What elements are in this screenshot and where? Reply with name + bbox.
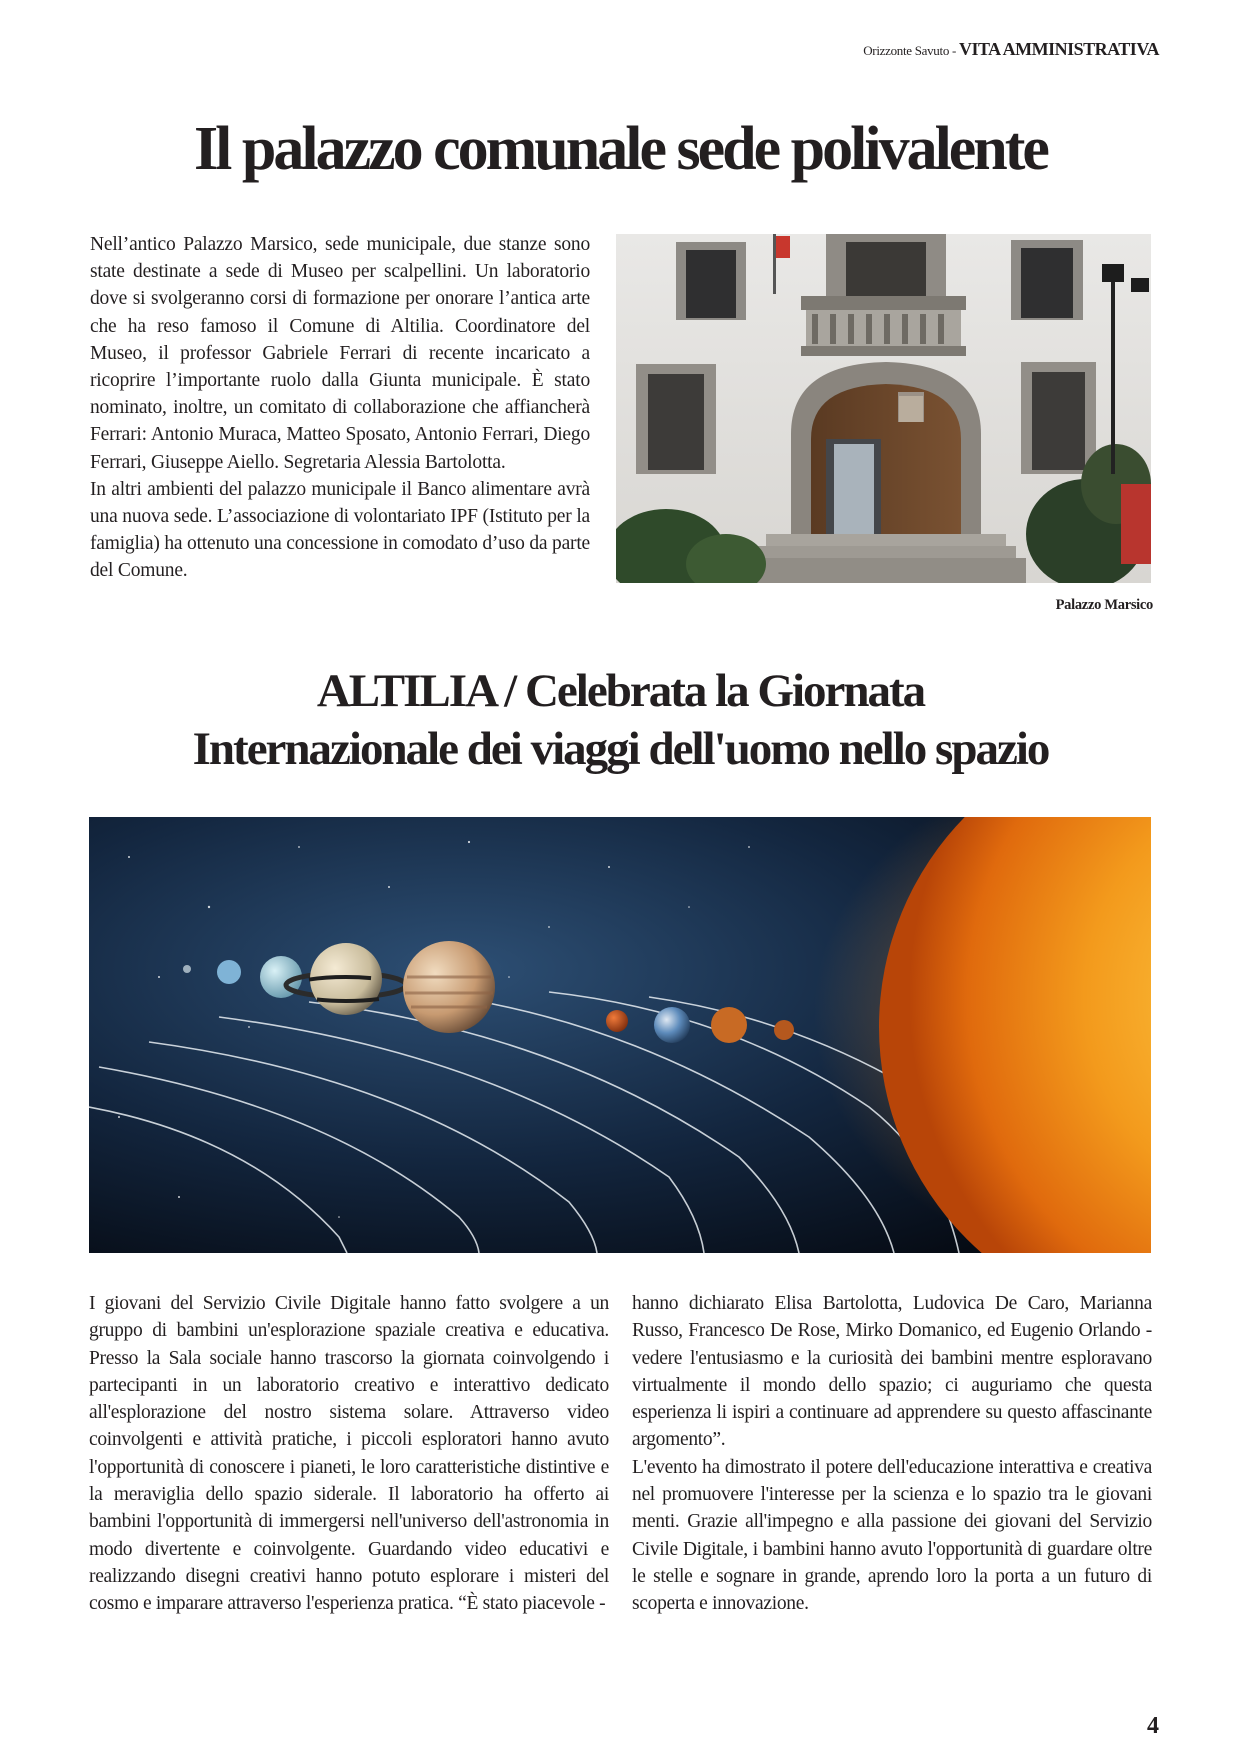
page-number: 4 xyxy=(1147,1713,1159,1739)
running-head xyxy=(863,39,1159,60)
article2-column-left xyxy=(89,1290,609,1618)
photo-caption: Palazzo Marsico xyxy=(1055,597,1153,613)
article2-title-line: Internazionale dei viaggi dell'uomo nello spazio xyxy=(192,723,1049,775)
article2-paragraph: hanno dichiarato Elisa Bartolotta, Ludovica De Caro, Marianna Russo, Francesco De Rose, Mirko Domanico, ed Eugenio Orlando - vedere l'entusiasmo e la curiosità dei bambini mentre esploravano virtualmente il mondo dello spazio; ci auguriamo che questa esperienza li ispiri a continuare ad apprendere su questo affascinante argomento”. xyxy=(632,1293,1152,1451)
article1-paragraph: Nell’antico Palazzo Marsico, sede municipale, due stanze sono state destinate a sede di Museo per scalpellini. Un laboratorio dove si svolgeranno corsi di formazione per onorare l’antica arte che ha reso famoso il Comune di Altilia. Coordinatore del Museo, il professor Gabriele Ferrari di recente incaricato a ricoprire l’importante ruolo dalla Giunta municipale. È stato nominato, inoltre, un comitato di collaborazione che affiancherà Ferrari: Antonio Muraca, Matteo Sposato, Antonio Ferrari, Diego Ferrari, Giuseppe Aiello. Segretaria Alessia Bartolotta. xyxy=(90,234,590,473)
article2-title-line: ALTILIA / Celebrata la Giornata xyxy=(316,665,925,717)
article1-paragraph: In altri ambienti del palazzo municipale il Banco alimentare avrà una nuova sede. L’associazione di volontariato IPF (Istituto per la famiglia) ha ottenuto una concessione in comodato d’uso da parte del Comune. xyxy=(90,478,590,582)
solar-system-illustration xyxy=(89,817,1151,1253)
article2-title xyxy=(0,662,1241,778)
article2-paragraph: I giovani del Servizio Civile Digitale hanno fatto svolgere a un gruppo di bambini un'esplorazione spaziale creativa e educativa. Presso la Sala sociale hanno trascorso la giornata coinvolgendo i partecipanti in un laboratorio creativo e interattivo dedicato all'esplorazione del nostro sistema solare. Attraverso video coinvolgenti e attività pratiche, i piccoli esploratori hanno avuto l'opportunità di conoscere i pianeti, le loro caratteristiche distintive e la meraviglia dello spazio siderale. Il laboratorio ha offerto ai bambini l'opportunità di immergersi nell'universo dell'astronomia in modo divertente e coinvolgente. Guardando video educativi e realizzando disegni creativi hanno potuto esplorare i misteri del cosmo e imparare attraverso l'esperienza pratica. “È stato piacevole - xyxy=(89,1293,609,1615)
article1-body xyxy=(90,231,590,585)
section-name: VITA AMMINISTRATIVA xyxy=(958,39,1159,59)
article2-column-right xyxy=(632,1290,1152,1618)
palazzo-marsico-photo xyxy=(616,234,1151,583)
publication-name: Orizzonte Savuto - xyxy=(863,43,959,58)
article2-paragraph: L'evento ha dimostrato il potere dell'educazione interattiva e creativa nel promuovere l'interesse per la scienza e lo spazio tra le giovani menti. Grazie all'impegno e alla passione dei giovani del Servizio Civile Digitale, i bambini hanno avuto l'opportunità di guardare oltre le stelle e sognare in grande, aprendo loro la porta a un futuro di scoperta e innovazione. xyxy=(632,1456,1152,1615)
article1-title: Il palazzo comunale sede polivalente xyxy=(194,115,1047,183)
